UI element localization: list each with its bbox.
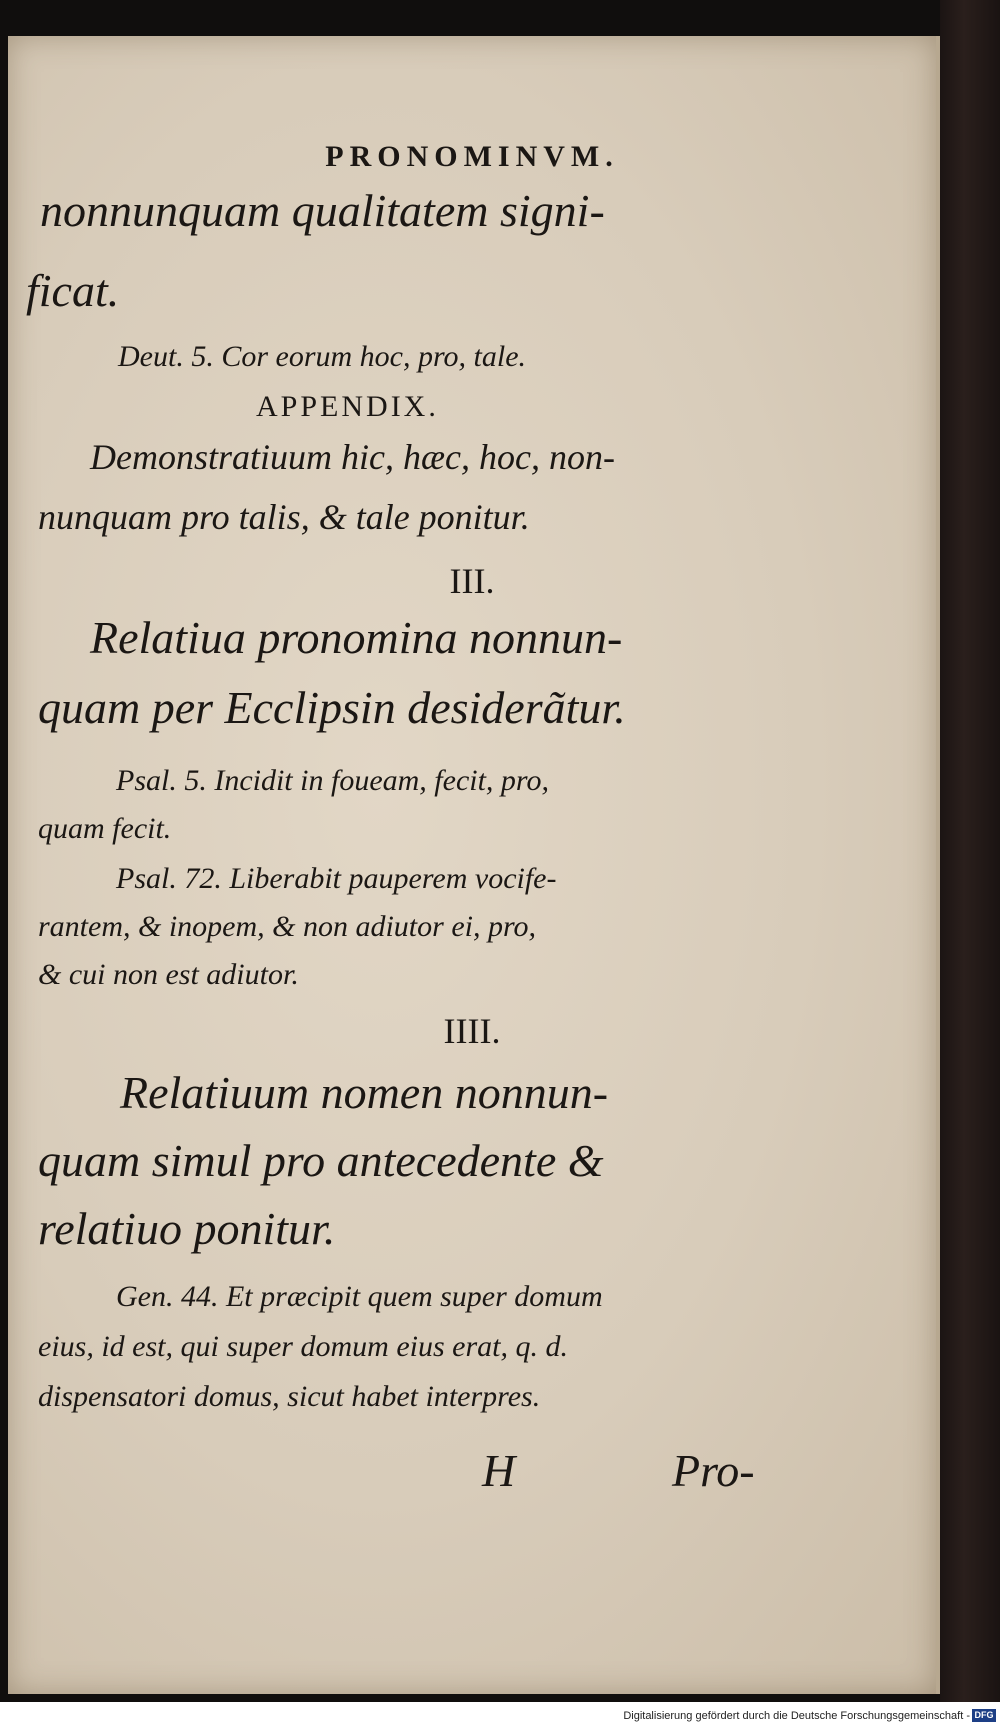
- text-line-11: quam fecit.: [38, 812, 172, 845]
- text-line-19: Gen. 44. Et præcipit quem super domum: [116, 1280, 603, 1313]
- text-line-16: Relatiuum nomen nonnun-: [120, 1067, 609, 1118]
- text-line-14: & cui non est adiutor.: [38, 958, 299, 991]
- text-line-8: Relatiua pronomina nonnun-: [90, 612, 623, 663]
- text-line-5: Demonstratiuum hic, hæc, hoc, non-: [90, 437, 615, 477]
- section-appendix: APPENDIX.: [256, 390, 439, 423]
- book-page: [8, 36, 940, 1694]
- footer-bar: [0, 1702, 1000, 1726]
- text-line-10: Psal. 5. Incidit in foueam, fecit, pro,: [116, 764, 549, 797]
- text-line-21: dispensatori domus, sicut habet interpres.: [38, 1380, 541, 1413]
- text-line-1: nonnunquam qualitatem signi-: [40, 185, 605, 236]
- book-binding-edge: [940, 0, 1000, 1726]
- text-line-18: relatiuo ponitur.: [38, 1203, 336, 1254]
- section-number-4: IIII.: [443, 1011, 501, 1051]
- section-number-3: III.: [449, 561, 495, 601]
- signature-mark: H: [482, 1445, 516, 1496]
- dfg-logo-icon: DFG: [972, 1709, 996, 1722]
- text-line-12: Psal. 72. Liberabit pauperem vocife-: [116, 862, 557, 895]
- text-line-2: ficat.: [26, 265, 120, 316]
- text-line-13: rantem, & inopem, & non adiutor ei, pro,: [38, 910, 537, 943]
- text-line-17: quam simul pro antecedente &: [38, 1135, 604, 1186]
- text-line-3: Deut. 5. Cor eorum hoc, pro, tale.: [118, 340, 527, 373]
- footer-credit: Digitalisierung gefördert durch die Deutsche Forschungsgemeinschaft -: [623, 1710, 970, 1722]
- text-line-9: quam per Ecclipsin desiderãtur.: [38, 682, 626, 733]
- catchword: Pro-: [672, 1445, 755, 1496]
- running-header: PRONOMINVM.: [325, 140, 619, 173]
- text-line-20: eius, id est, qui super domum eius erat, q. d.: [38, 1330, 568, 1363]
- text-line-6: nunquam pro talis, & tale ponitur.: [38, 497, 530, 537]
